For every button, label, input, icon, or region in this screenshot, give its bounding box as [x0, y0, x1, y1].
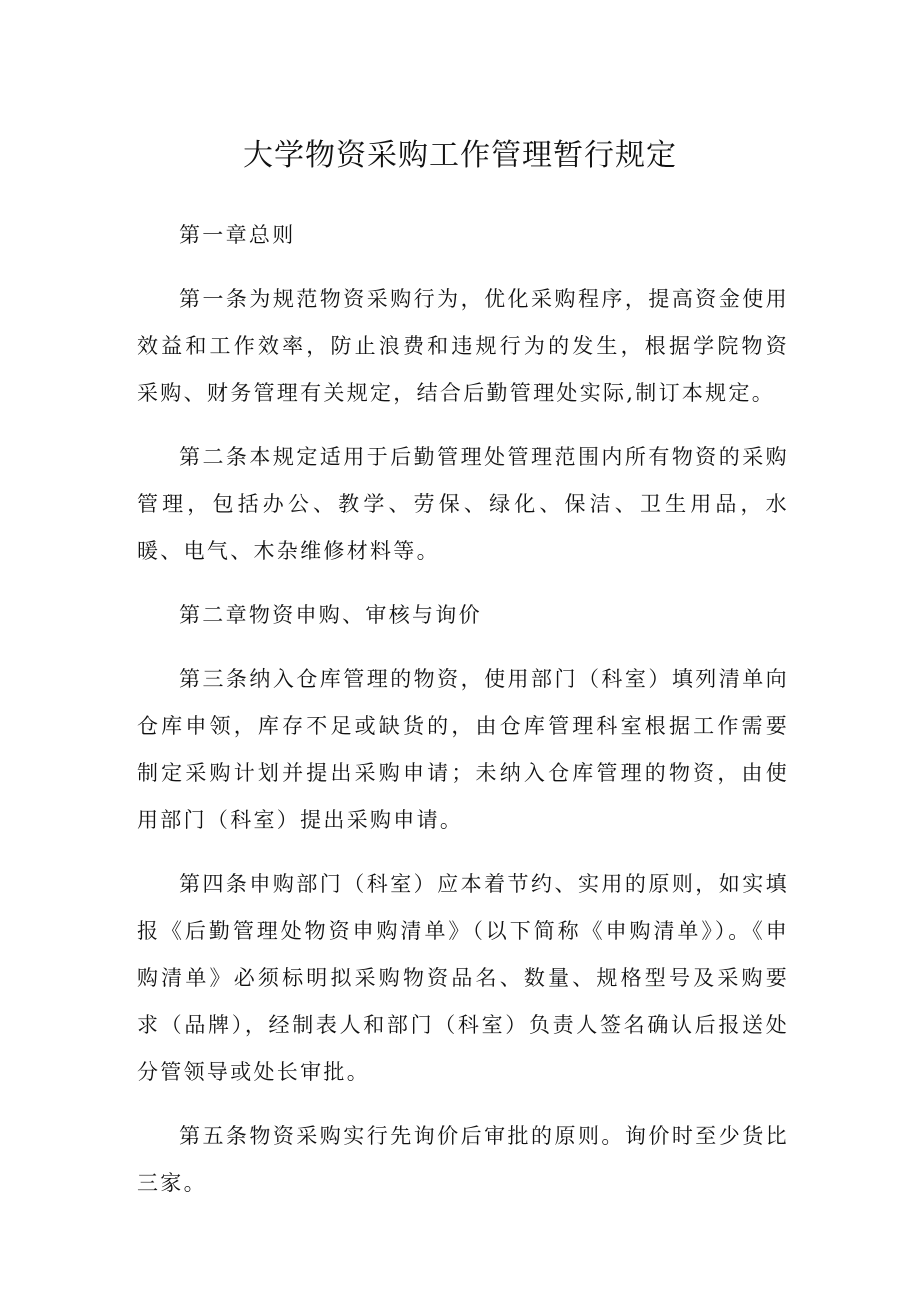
chapter-2-heading: 第二章物资申购、审核与询价	[179, 603, 482, 627]
article-2-paragraph: 第二条本规定适用于后勤管理处管理范围内所有物资的采购管理，包括办公、教学、劳保、绿化、保洁、卫生用品，水暖、电气、木杂维修材料等。	[137, 445, 789, 563]
article-1-paragraph: 第一条为规范物资采购行为，优化采购程序，提高资金使用效益和工作效率，防止浪费和违规行为的发生，根据学院物资采购、财务管理有关规定，结合后勤管理处实际,制订本规定。	[137, 287, 789, 405]
article-3-paragraph: 第三条纳入仓库管理的物资，使用部门（科室）填列清单向仓库申领，库存不足或缺货的，由仓库管理科室根据工作需要制定采购计划并提出采购申请；未纳入仓库管理的物资，由使用部门（科室）提出采购申请。	[137, 667, 789, 832]
article-4-paragraph: 第四条申购部门（科室）应本着节约、实用的原则，如实填报《后勤管理处物资申购清单》（以下简称《申购清单》）。《申购清单》必须标明拟采购物资品名、数量、规格型号及采购要求（品牌），经制表人和部门（科室）负责人签名确认后报送处分管领导或处长审批。	[137, 872, 789, 1084]
article-5-paragraph: 第五条物资采购实行先询价后审批的原则。询价时至少货比三家。	[137, 1124, 789, 1195]
document-body	[137, 212, 789, 1224]
chapter-1-heading: 第一章总则	[179, 223, 296, 247]
document-title: 大学物资采购工作管理暂行规定	[243, 138, 677, 173]
